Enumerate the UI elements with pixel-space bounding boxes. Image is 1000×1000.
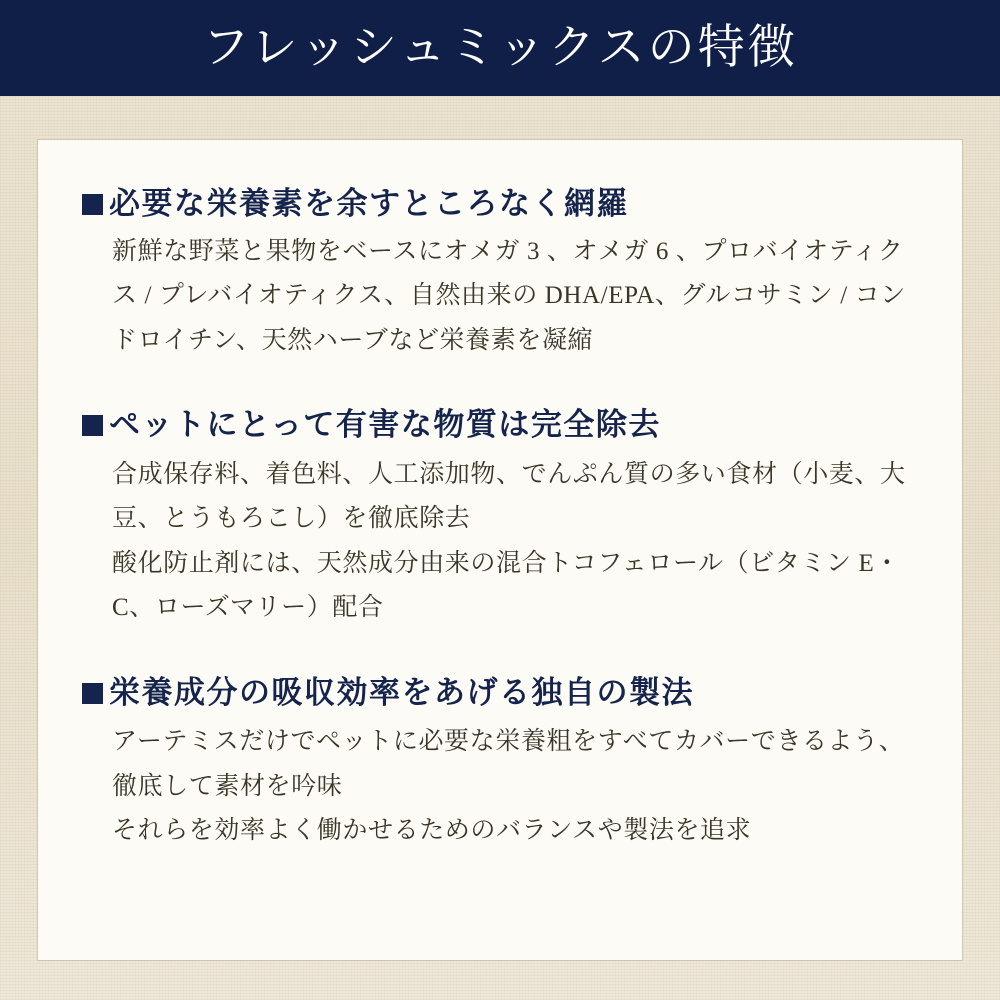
section-heading-3 bbox=[82, 675, 918, 711]
paragraph: アーテミスだけでペットに必要な栄養粗をすべてカバーできるよう、徹底して素材を吟味 bbox=[112, 728, 905, 800]
header-gold-divider bbox=[0, 96, 1000, 103]
feature-card bbox=[38, 140, 962, 960]
section-body-2 bbox=[112, 453, 918, 631]
section-body-3 bbox=[112, 720, 918, 854]
section-heading-1 bbox=[82, 186, 918, 222]
section-heading-2 bbox=[82, 407, 918, 443]
section-heading-1-text: 必要な栄養素を余すところなく網羅 bbox=[109, 186, 629, 221]
section-heading-3-text: 栄養成分の吸収効率をあげる独自の製法 bbox=[109, 674, 694, 710]
feature-section-1 bbox=[82, 186, 918, 363]
square-bullet-icon bbox=[82, 194, 103, 215]
square-bullet-icon bbox=[82, 683, 103, 704]
paragraph: 新鮮な野菜と果物をベースにオメガ 3 、オメガ 6 、プロバイオティクス / プレバイオティクス、自然由来の DHA/EPA、グルコサミン / コンドロイチン、天然ハーブなど栄養素を凝縮 bbox=[112, 237, 906, 354]
page-title: フレッシュミックスの特徴 bbox=[202, 21, 798, 74]
section-heading-2-text: ペットにとって有害な物質は完全除去 bbox=[109, 407, 661, 443]
paragraph: 合成保存料、着色料、人工添加物、でんぷん質の多い食材（小麦、大豆、とうもろこし）を徹底除去 bbox=[112, 460, 906, 533]
feature-section-2 bbox=[82, 407, 918, 631]
page-header bbox=[0, 0, 1000, 96]
feature-section-3 bbox=[82, 675, 918, 854]
paragraph: それらを効率よく働かせるためのバランスや製法を追求 bbox=[112, 817, 752, 845]
square-bullet-icon bbox=[82, 415, 103, 436]
paragraph: 酸化防止剤には、天然成分由来の混合トコフェロール（ビタミン E・C、ローズマリー）配合 bbox=[112, 549, 900, 622]
section-body-1 bbox=[112, 230, 918, 364]
